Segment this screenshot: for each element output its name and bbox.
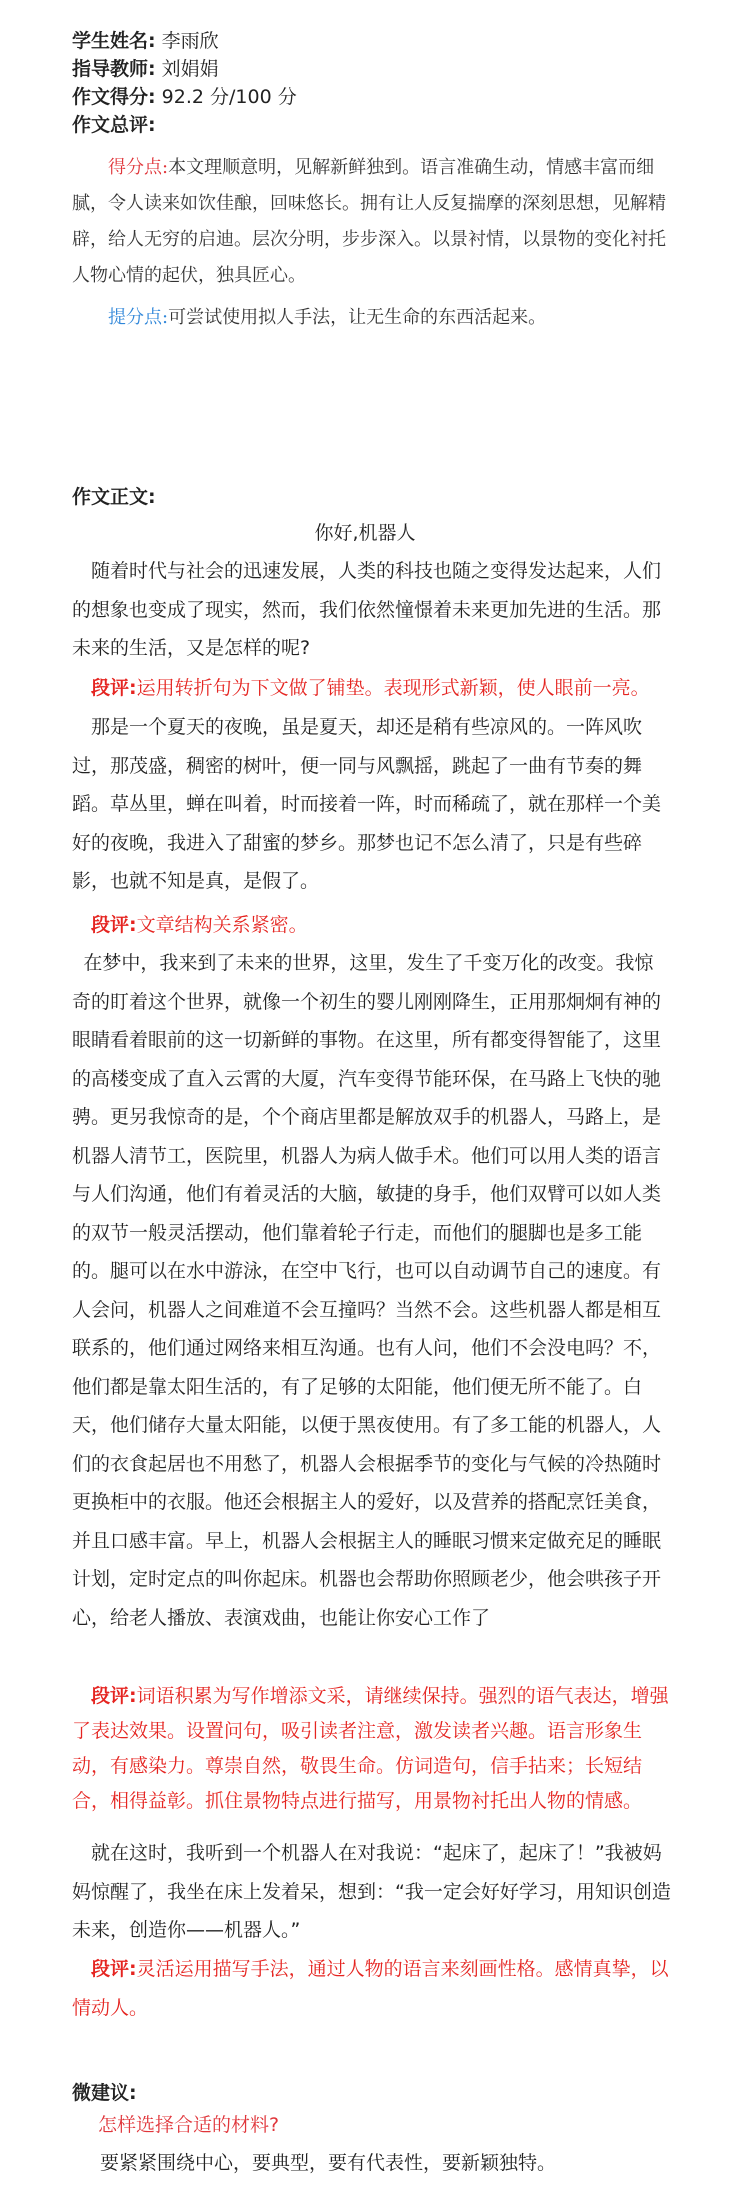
score-value: 92.2 分/100 分 <box>161 86 297 108</box>
essay-paragraph: 在梦中，我来到了未来的世界，这里，发生了千变万化的改变。我惊奇的盯着这个世界，就像一个初生的婴儿刚刚降生，正用那炯炯有神的眼睛看着眼前的这一切新鲜的事物。在这里，所有都变得智能了，这里的高楼变成了直入云霄的大厦，汽车变得节能环保，在马路上飞快的驰骋。更另我惊奇的是，个个商店里都是解放双手的机器人，马路上，是机器人清节工，医院里，机器人为病人做手术。他们可以用人类的语言与人们沟通，他们有着灵活的大脑，敏捷的身手，他们双臂可以如人类的双节一般灵活摆动，他们靠着轮子行走，而他们的腿脚也是多工能的。腿可以在水中游泳，在空中飞行，也可以自动调节自己的速度。有人会问，机器人之间难道不会互撞吗？当然不会。这些机器人都是相互联系的，他们通过网络来相互沟通。也有人问，他们不会没电吗？不，他们都是靠太阳生活的，有了足够的太阳能，他们便无所不能了。白天，他们储存大量太阳能，以便于黑夜使用。有了多工能的机器人，人们的衣食起居也不用愁了，机器人会根据季节的变化与气候的冷热随时更换柜中的衣服。他还会根据主人的爱好，以及营养的搭配烹饪美食，并且口感丰富。早上，机器人会根据主人的睡眠习惯来定做充足的睡眠计划，定时定点的叫你起床。机器也会帮助你照顾老少，他会哄孩子开心，给老人播放、表演戏曲，也能让你安心工作了 <box>72 952 662 1629</box>
paragraph-review <box>72 1679 672 1819</box>
student-name-row <box>72 28 219 54</box>
merit-label: 得分点: <box>108 157 169 178</box>
essay-paragraph: 随着时代与社会的迅速发展，人类的科技也随之变得发达起来，人们的想象也变成了现实，然而，我们依然憧憬着未来更加先进的生活。那未来的生活，又是怎样的呢? <box>72 560 662 659</box>
review-tag: 段评: <box>91 1685 137 1707</box>
paragraph-review <box>72 669 672 708</box>
student-name-label: 学生姓名: <box>72 30 156 52</box>
merit-comment <box>72 150 672 294</box>
teacher-row <box>72 56 219 82</box>
summary-heading: 作文总评: <box>72 114 156 136</box>
teacher-label: 指导教师: <box>72 58 156 80</box>
score-label: 作文得分: <box>72 86 156 108</box>
review-text: 文章结构关系紧密。 <box>136 914 308 936</box>
improve-comment <box>72 300 672 336</box>
suggestion-answer: 要紧紧围绕中心，要典型，要有代表性，要新颖独特。 <box>100 2152 557 2174</box>
teacher-value: 刘娟娟 <box>161 58 219 80</box>
paragraph-review <box>72 1950 672 2027</box>
review-text: 词语积累为写作增添文采，请继续保持。强烈的语气表达，增强了表达效果。设置问句，吸引读者注意，激发读者兴趣。语言形象生动，有感染力。尊崇自然，敬畏生命。仿词造句，信手拈来；长短结合，相得益彰。抓住景物特点进行描写，用景物衬托出人物的情感。 <box>72 1685 669 1812</box>
merit-text: 本文理顺意明，见解新鲜独到。语言准确生动，情感丰富而细腻，令人读来如饮佳酿，回味悠长。拥有让人反复揣摩的深刻思想，见解精辟，给人无穷的启迪。层次分明，步步深入。以景衬情，以景物的变化衬托人物心情的起伏，独具匠心。 <box>72 157 666 286</box>
improve-label: 提分点: <box>108 307 169 328</box>
suggestion-heading: 微建议: <box>72 2082 137 2104</box>
review-text: 运用转折句为下文做了铺垫。表现形式新颖，使人眼前一亮。 <box>136 677 650 699</box>
score-row <box>72 84 297 110</box>
review-tag: 段评: <box>91 914 137 936</box>
student-name-value: 李雨欣 <box>161 30 219 52</box>
essay-paragraph: 那是一个夏天的夜晚，虽是夏天，却还是稍有些凉风的。一阵风吹过，那茂盛，稠密的树叶，便一同与风飘摇，跳起了一曲有节奏的舞蹈。草丛里，蝉在叫着，时而接着一阵，时而稀疏了，就在那样一个美好的夜晚，我进入了甜蜜的梦乡。那梦也记不怎么清了，只是有些碎影，也就不知是真，是假了。 <box>72 716 662 892</box>
review-tag: 段评: <box>91 1958 137 1980</box>
suggestion-question: 怎样选择合适的材料? <box>98 2114 280 2136</box>
review-tag: 段评: <box>91 677 137 699</box>
essay-heading: 作文正文: <box>72 486 156 508</box>
improve-text: 可尝试使用拟人手法，让无生命的东西活起来。 <box>168 307 547 328</box>
review-text: 灵活运用描写手法，通过人物的语言来刻画性格。感情真挚，以情动人。 <box>72 1958 669 2019</box>
essay-paragraph: 就在这时，我听到一个机器人在对我说：“起床了，起床了！”我被妈妈惊醒了，我坐在床上发着呆，想到：“我一定会好好学习，用知识创造未来，创造你——机器人。” <box>72 1842 671 1941</box>
paragraph-review <box>72 906 672 945</box>
essay-title: 你好,机器人 <box>314 522 416 544</box>
